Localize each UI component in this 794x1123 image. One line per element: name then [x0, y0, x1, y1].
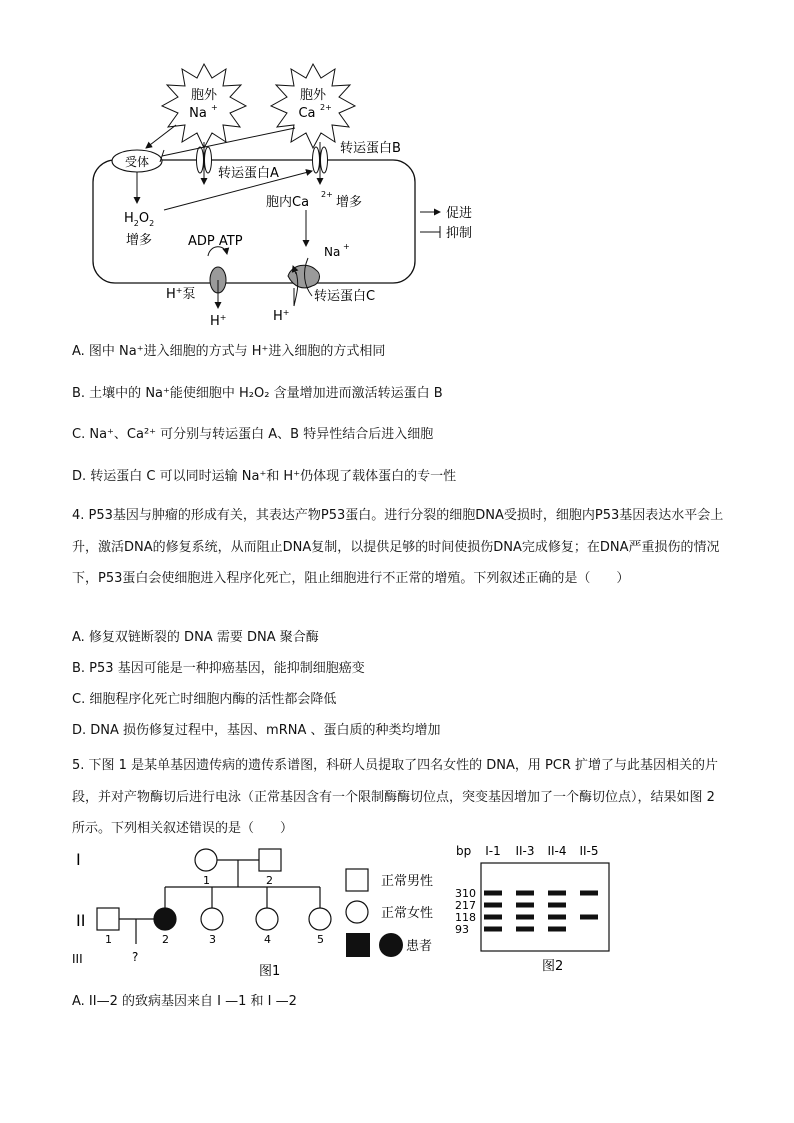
membrane-transport-figure [80, 60, 520, 335]
gel-band [516, 891, 534, 896]
legend-normal-male: 正常男性 [381, 874, 434, 889]
svg-text:?: ? [132, 950, 139, 964]
gel-lane-label: II-5 [579, 844, 599, 858]
svg-text:+: + [343, 242, 350, 251]
star2-label-1: 胞外 [299, 88, 327, 103]
h-pump-label: H+泵 [166, 286, 196, 302]
svg-text:4: 4 [264, 933, 271, 946]
q4-option-c: C. 细胞程序化死亡时细胞内酶的活性都会降低 [72, 692, 337, 707]
q3-option-c: C. Na⁺、Ca²⁺ 可分别与转运蛋白 A、B 特异性结合后进入细胞 [72, 427, 434, 442]
gel-band [516, 903, 534, 908]
figure1-caption: 图1 [259, 964, 281, 979]
gel-electrophoresis-figure [453, 838, 623, 978]
gel-lane-label: II-4 [547, 844, 567, 858]
gel-band [580, 915, 598, 920]
svg-text:5: 5 [317, 933, 324, 946]
gel-lane-label: I-1 [485, 844, 501, 858]
transporter-c-label: 转运蛋白C [314, 289, 376, 304]
receptor-label: 受体 [124, 155, 150, 169]
svg-text:2: 2 [266, 874, 273, 887]
gel-band [548, 927, 566, 932]
q3-option-d: D. 转运蛋白 C 可以同时运输 Na⁺和 H⁺仍体现了载体蛋白的专一性 [72, 469, 457, 484]
q4-stem: 4. P53基因与肿瘤的形成有关，其表达产物P53蛋白。进行分裂的细胞DNA受损时，细胞内P53基因表达水平会上升，激活DNA的修复系统，从而阻止DNA复制，以提供足够的时间使损伤DNA完成修复；在DNA严重损伤的情况下，P53蛋白会使细胞进入程序化死亡，阻止细胞进行不正常的增殖。下列叙述正确的是（ ） [72, 508, 724, 586]
adp-atp-label: ADP ATP [188, 234, 243, 249]
h2o2-increase-label: 增多 [126, 233, 153, 248]
gel-band [548, 903, 566, 908]
q4-option-b: B. P53 基因可能是一种抑癌基因，能抑制细胞癌变 [72, 661, 365, 676]
gel-lane-label: II-3 [515, 844, 535, 858]
legend-inhibit: 抑制 [446, 226, 473, 241]
svg-text:1: 1 [105, 933, 112, 946]
gel-size-label: 118 [455, 911, 476, 924]
gel-band [484, 927, 502, 932]
transporter-b-label: 转运蛋白B [340, 141, 401, 156]
svg-text:3: 3 [209, 933, 216, 946]
h-out-label: H+ [210, 313, 227, 329]
legend-normal-female: 正常女性 [381, 906, 434, 921]
intracellular-ca-label: 胞内Ca [266, 195, 310, 210]
generation-i-label: I [76, 850, 81, 869]
q3-option-a: A. 图中 Na⁺进入细胞的方式与 H⁺进入细胞的方式相同 [72, 344, 386, 359]
svg-text:增多: 增多 [336, 195, 363, 210]
figure2-caption: 图2 [542, 959, 564, 974]
gel-band [548, 891, 566, 896]
gel-band [516, 915, 534, 920]
pedigree-figure [68, 838, 448, 983]
svg-text:+: + [211, 103, 218, 112]
q4-option-d: D. DNA 损伤修复过程中，基因、mRNA 、蛋白质的种类均增加 [72, 723, 441, 738]
na-in-label: Na [324, 245, 341, 259]
svg-text:2+: 2+ [320, 103, 332, 112]
gel-band [516, 927, 534, 932]
h2o2-label: $H_2O_2$ [124, 211, 155, 228]
gel-band [484, 891, 502, 896]
q5-option-a: A. II—2 的致病基因来自 I —1 和 I —2 [72, 994, 297, 1009]
gel-band [580, 891, 598, 896]
gel-band [484, 915, 502, 920]
gel-band [548, 915, 566, 920]
h-in-label: H+ [273, 308, 290, 324]
gel-size-label: 93 [455, 923, 469, 936]
generation-iii-label: III [72, 952, 83, 966]
q3-option-b: B. 土壤中的 Na⁺能使细胞中 H₂O₂ 含量增加进而激活转运蛋白 B [72, 386, 443, 401]
q4-option-a: A. 修复双链断裂的 DNA 需要 DNA 聚合酶 [72, 630, 319, 645]
gel-band [484, 903, 502, 908]
star2-label-2: Ca [298, 106, 316, 121]
svg-text:2: 2 [162, 933, 169, 946]
legend-promote: 促进 [446, 206, 473, 221]
legend-patient: 患者 [406, 939, 433, 954]
generation-ii-label: II [76, 911, 86, 930]
svg-text:2+: 2+ [321, 190, 333, 199]
star1-label-2: Na [189, 106, 207, 121]
q5-stem: 5. 下图 1 是某单基因遗传病的遗传系谱图，科研人员提取了四名女性的 DNA，用 PCR 扩增了与此基因相关的片段，并对产物酶切后进行电泳（正常基因含有一个限制酶酶切位点，突变基因增加了一个酶切位点），结果如图 2 所示。下列相关叙述错误的是（ ） [72, 758, 719, 836]
transporter-c [288, 265, 319, 288]
star1-label-1: 胞外 [190, 88, 218, 103]
transporter-a-label: 转运蛋白A [218, 166, 279, 181]
svg-text:1: 1 [203, 874, 210, 887]
gel-size-label: 217 [455, 899, 476, 912]
gel-unit-label: bp [456, 844, 472, 858]
gel-size-label: 310 [455, 887, 476, 900]
